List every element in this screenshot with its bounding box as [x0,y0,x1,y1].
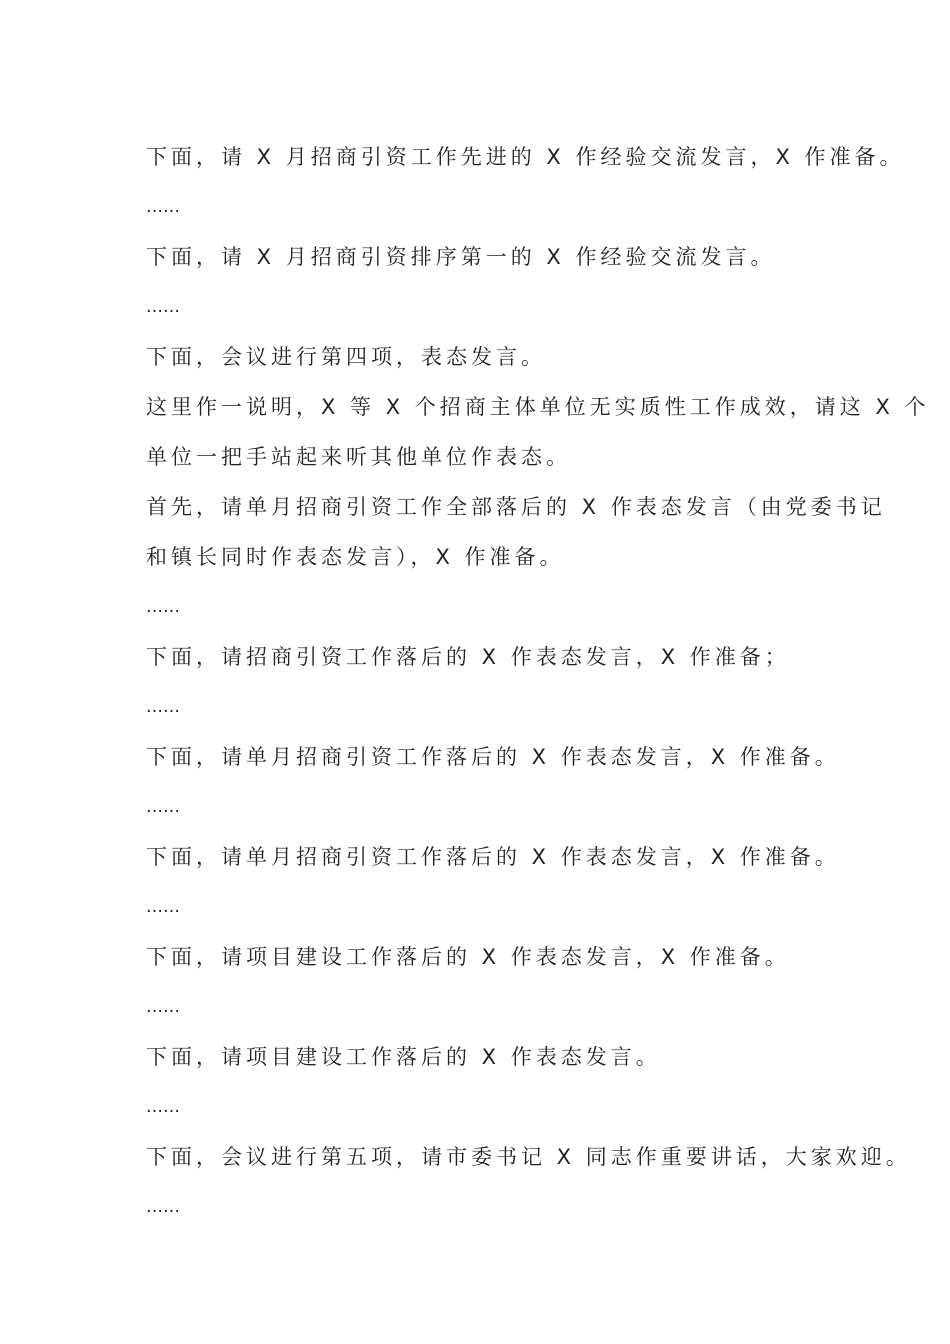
paragraph-line: 下面，请 X 月招商引资排序第一的 X 作经验交流发言。 [146,245,776,269]
paragraph-line: 下面，请 X 月招商引资工作先进的 X 作经验交流发言，X 作准备。 [146,145,905,169]
ellipsis-line: …… [146,897,180,917]
paragraph-line: 下面，会议进行第四项，表态发言。 [146,345,546,369]
ellipsis-line: …… [146,297,180,317]
paragraph-line: 下面，会议进行第五项，请市委书记 X 同志作重要讲话，大家欢迎。 [146,1145,911,1169]
paragraph-line: 单位一把手站起来听其他单位作表态。 [146,445,571,469]
ellipsis-line: …… [146,1197,180,1217]
ellipsis-line: …… [146,197,180,217]
ellipsis-line: …… [146,697,180,717]
paragraph-line: 下面，请单月招商引资工作落后的 X 作表态发言，X 作准备。 [146,845,840,869]
paragraph-line: 首先，请单月招商引资工作全部落后的 X 作表态发言（由党委书记 [146,495,886,519]
paragraph-line: 和镇长同时作表态发言），X 作准备。 [146,545,565,569]
paragraph-line: 下面，请招商引资工作落后的 X 作表态发言，X 作准备； [146,645,790,669]
paragraph-line: 下面，请项目建设工作落后的 X 作表态发言，X 作准备。 [146,945,790,969]
paragraph-line: 下面，请项目建设工作落后的 X 作表态发言。 [146,1045,661,1069]
ellipsis-line: …… [146,797,180,817]
ellipsis-line: …… [146,1097,180,1117]
paragraph-line: 下面，请单月招商引资工作落后的 X 作表态发言，X 作准备。 [146,745,840,769]
document-body [146,132,930,1232]
ellipsis-line: …… [146,597,180,617]
ellipsis-line: …… [146,997,180,1017]
paragraph-line: 这里作一说明，X 等 X 个招商主体单位无实质性工作成效，请这 X 个 [146,395,930,419]
